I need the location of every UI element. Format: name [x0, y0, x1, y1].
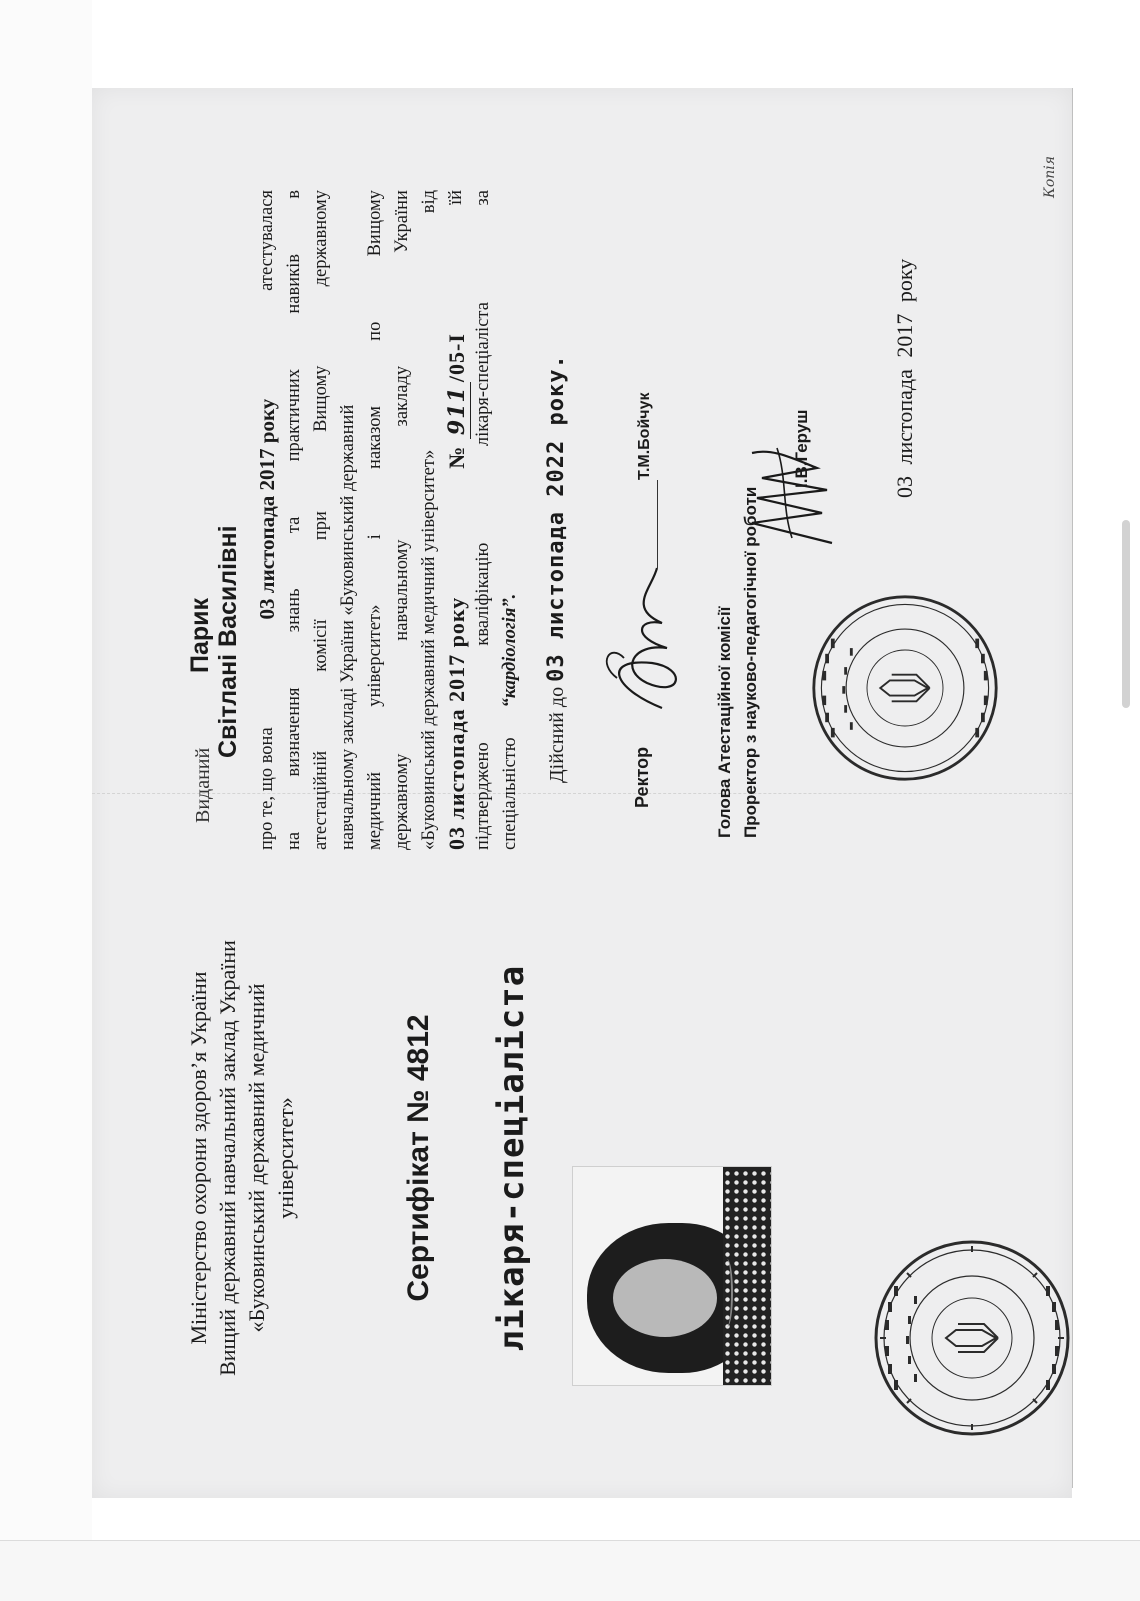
word: підтверджено: [473, 742, 493, 850]
word: лікаря-спеціаліста: [473, 302, 493, 447]
body-text: навчальному закладі України «Буковинський державний: [338, 404, 358, 850]
word: їй: [446, 190, 466, 206]
prorector-label: Проректор з науково-педагогічної роботи: [741, 486, 760, 838]
body-line-2: [281, 190, 308, 850]
certificate-subtitle: лікаря-спеціаліста: [492, 964, 532, 1352]
body-line-5: [362, 190, 389, 850]
body-line-7: [416, 190, 443, 850]
signature-line: [657, 480, 658, 568]
validity-line: [544, 354, 569, 783]
rector-label: Ректор: [632, 746, 652, 808]
word: в: [284, 190, 304, 199]
holder-photo: [572, 1166, 772, 1386]
issuer-heading: [184, 888, 300, 1428]
prorector-name: І.В.Геруш: [792, 409, 811, 488]
body-line-1: [254, 190, 281, 850]
next-page-edge: [0, 1540, 1140, 1601]
word: Вищому: [311, 365, 331, 432]
word: на: [284, 831, 304, 850]
commission-head-label: Голова Атестаційної комісії: [715, 606, 734, 838]
official-stamp: [872, 1238, 1072, 1438]
body-line-3: [308, 190, 335, 850]
scan-margin: [0, 0, 92, 1600]
word: по: [365, 321, 385, 341]
certificate-sheet: [92, 88, 1072, 1498]
university-name: «Буковинський державний медичний університет»: [419, 449, 439, 850]
rector-name: Т.М.Бойчук: [636, 392, 653, 480]
word: спеціальністю: [500, 737, 520, 850]
body-text: атестувалася: [257, 190, 277, 291]
word: навиків: [284, 254, 304, 314]
order-number: [443, 333, 470, 469]
university-line-end: університет»: [273, 1097, 298, 1219]
body-line-9: [470, 190, 497, 850]
issue-date: 03 листопада 2017 року: [892, 258, 917, 498]
word: університет»: [365, 604, 385, 707]
specialty: “кардіологія”.: [500, 593, 520, 708]
holder-surname: Парик: [186, 597, 214, 673]
official-stamp: [810, 593, 1000, 783]
number-sign: №: [444, 445, 469, 469]
trident-emblem-icon: [880, 675, 929, 702]
word: та: [284, 516, 304, 534]
word: України: [392, 190, 412, 253]
body-line-8: [443, 190, 470, 850]
handwritten-number: 911: [444, 382, 471, 439]
word: державному: [311, 190, 331, 287]
body-line-10: [497, 190, 524, 850]
word: за: [473, 190, 493, 206]
certificate-title: Сертифікат № 4812: [402, 1014, 435, 1302]
body-line-4: [335, 190, 362, 850]
word: практичних: [284, 368, 304, 462]
word: атестаційній: [311, 750, 331, 850]
word: кваліфікацію: [473, 542, 493, 646]
scroll-indicator: [1122, 520, 1130, 708]
body-text: про те, що вона: [257, 727, 277, 850]
word: Вищому: [365, 190, 385, 257]
validity-date: 03 листопада 2022 року.: [544, 354, 569, 682]
rotated-certificate: [92, 88, 1072, 1498]
photo-necklace: [721, 1259, 733, 1327]
word: від: [419, 190, 439, 214]
corner-handwritten-note: Копія: [1042, 155, 1058, 198]
word: наказом: [365, 406, 385, 469]
ministry-line: Міністерство охорони здоров’я України: [186, 971, 211, 1345]
university-line: «Буковинський державний медичний: [244, 983, 269, 1333]
order-suffix: /05-І: [444, 333, 469, 383]
attestation-date: 03 листопада 2017 року: [255, 398, 279, 620]
holder-given-names: Світлані Василівні: [214, 525, 242, 758]
word: державному: [392, 753, 412, 850]
word: визначення: [284, 687, 304, 777]
body-line-6: [389, 190, 416, 850]
word: і: [365, 534, 385, 540]
word: медичний: [365, 772, 385, 850]
rector-signature: [592, 548, 702, 718]
word: комісії: [311, 619, 331, 672]
issued-label: Виданий: [192, 747, 214, 823]
institution-line: Вищий державний навчальний заклад України: [215, 940, 240, 1376]
photo-face: [613, 1259, 717, 1337]
order-date: 03 листопада 2017 року: [444, 596, 469, 850]
trident-emblem-icon: [946, 1324, 998, 1352]
word: знань: [284, 588, 304, 633]
word: навчальному: [392, 539, 412, 641]
certificate-body: [254, 190, 524, 850]
word: при: [311, 511, 331, 541]
word: закладу: [392, 365, 412, 427]
validity-prefix: Дійсний до: [546, 686, 568, 783]
